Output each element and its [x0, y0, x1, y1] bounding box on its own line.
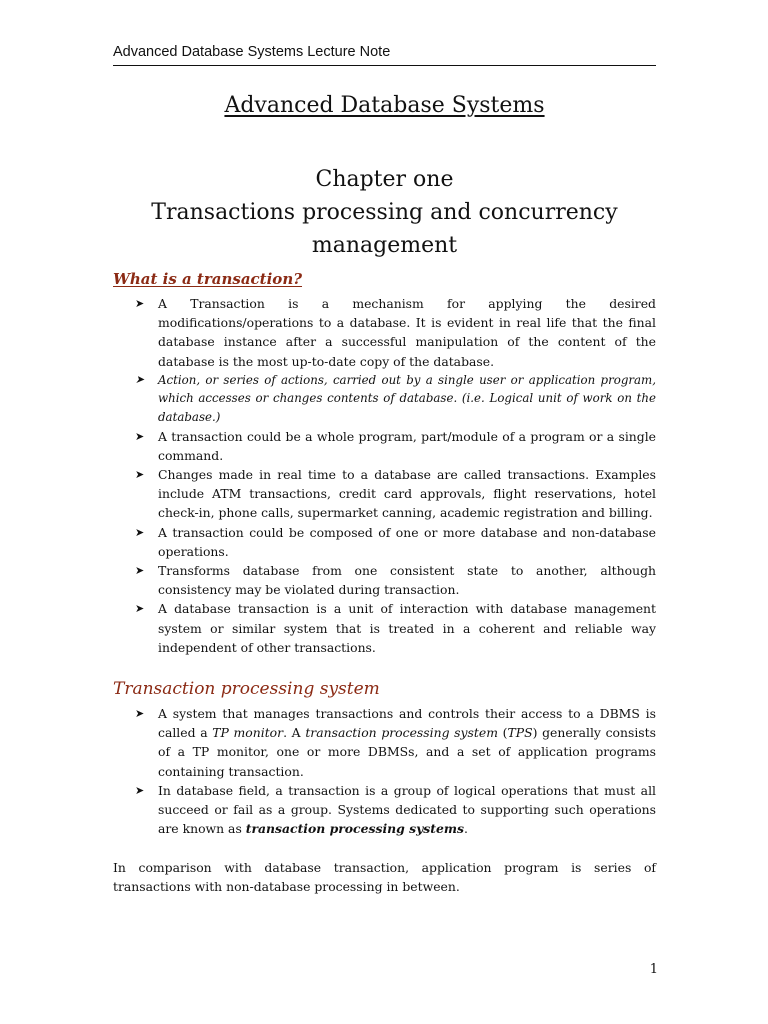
tps-term: transaction processing system [305, 725, 498, 741]
list-item-text [158, 706, 656, 779]
list-item-text: A database transaction is a unit of interaction with database management system or similar system that is treated in a coherent and reliable way independent of other transactions. [158, 601, 656, 655]
arrow-bullet-icon: ➤ [135, 525, 145, 539]
list-item-text: Transforms database from one consistent state to another, although consistency may be violated during transaction. [158, 563, 656, 598]
chapter-number: Chapter one [315, 167, 454, 192]
section-heading-tps: Transaction processing system [113, 679, 380, 699]
chapter-title-line-1: Transactions processing and concurrency [151, 200, 618, 225]
list-item [135, 561, 656, 599]
tps-emphasis: transaction processing systems [245, 821, 464, 837]
list-item [135, 465, 656, 523]
transaction-definition-list [135, 294, 656, 657]
page-number: 1 [649, 962, 658, 977]
document-title-text: Advanced Database Systems [224, 93, 545, 118]
arrow-bullet-icon: ➤ [135, 564, 145, 578]
list-item [135, 704, 656, 781]
list-item-text: A Transaction is a mechanism for applying the desired modifications/operations to a database. It is evident in real life that the final database instance after a successful manipulation of the content of the database is the most up-to-date copy of the database. [158, 296, 656, 369]
list-item [135, 599, 656, 657]
list-item [135, 371, 656, 427]
arrow-bullet-icon: ➤ [135, 468, 145, 481]
text-run: . [463, 821, 468, 837]
arrow-bullet-icon: ➤ [135, 372, 145, 386]
arrow-bullet-icon: ➤ [135, 297, 145, 310]
list-item-text: A transaction could be a whole program, part/module of a program or a single command. [158, 428, 656, 463]
list-item-text: A transaction could be composed of one or more database and non-database operations. [158, 524, 656, 559]
page-header: Advanced Database Systems Lecture Note [113, 44, 656, 66]
arrow-bullet-icon: ➤ [135, 707, 145, 720]
list-item-text: Changes made in real time to a database are called transactions. Examples include ATM transactions, credit card approvals, flight reservations, hotel check-in, phone calls, supermarket canning, academic registration and billing. [158, 467, 656, 521]
text-run: In database field, a transaction is a group of logical operations that must all succeed or fail as a group. Systems dedicated to supporting such operations are known as [158, 782, 656, 837]
list-item [135, 781, 656, 839]
list-item-text: Action, or series of actions, carried out by a single user or application program, which accesses or changes contents of database. (i.e. Logical unit of work on the database.) [158, 372, 656, 424]
list-item [135, 294, 656, 371]
text-run: ( [497, 725, 508, 741]
text-run: ) generally consists of a TP monitor, one or more DBMSs, and a set of application programs containing transaction. [158, 725, 656, 779]
arrow-bullet-icon: ➤ [135, 429, 145, 443]
tps-list [135, 704, 656, 838]
tps-abbreviation: TPS [507, 725, 533, 741]
arrow-bullet-icon: ➤ [135, 602, 145, 616]
list-item [135, 523, 656, 561]
tp-monitor-term: TP monitor [212, 725, 284, 741]
arrow-bullet-icon: ➤ [135, 783, 145, 797]
text-run: . A [283, 725, 306, 741]
list-item [135, 427, 656, 465]
closing-paragraph: In comparison with database transaction, application program is series of transactions with non-database processing in between. [113, 860, 656, 895]
list-item-text [158, 783, 656, 836]
text-run: A system that manages transactions and controls their access to a DBMS is called a [158, 706, 656, 741]
chapter-heading [113, 163, 656, 262]
chapter-title-line-2: management [311, 233, 458, 258]
document-title [113, 93, 656, 118]
section-heading-what-is-transaction: What is a transaction? [113, 270, 303, 288]
